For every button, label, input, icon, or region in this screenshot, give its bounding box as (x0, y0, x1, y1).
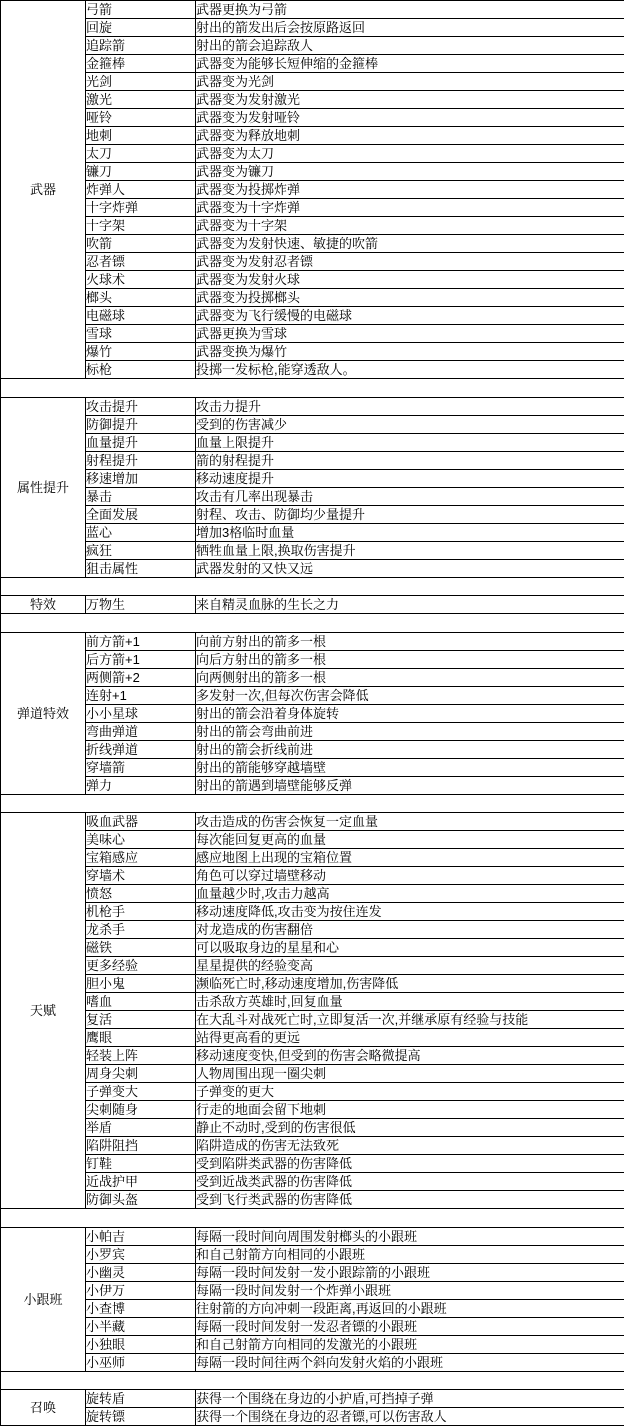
item-name-cell: 更多经验 (86, 957, 196, 975)
section-spacer (0, 1372, 624, 1390)
item-desc-cell: 行走的地面会留下地刺 (196, 1101, 624, 1119)
item-desc-cell: 射出的箭会折线前进 (196, 740, 624, 758)
item-name-cell: 小巫师 (86, 1353, 196, 1371)
item-desc-cell: 射程、攻击、防御均少量提升 (196, 505, 624, 523)
table-row (1, 1119, 624, 1137)
table-row (1, 325, 624, 343)
item-desc-cell: 每隔一段时间向周围发射榔头的小跟班 (196, 1227, 624, 1245)
item-desc-cell: 武器变为十字架 (196, 217, 624, 235)
item-name-cell: 小幽灵 (86, 1263, 196, 1281)
table-row (1, 343, 624, 361)
table-row (1, 722, 624, 740)
item-desc-cell: 移动速度提升 (196, 469, 624, 487)
item-name-cell: 两侧箭+2 (86, 668, 196, 686)
table-row (1, 559, 624, 577)
item-name-cell: 小罗宾 (86, 1245, 196, 1263)
item-name-cell: 吸血武器 (86, 813, 196, 831)
table-row (1, 415, 624, 433)
item-desc-cell: 武器变为发射忍者镖 (196, 253, 624, 271)
item-name-cell: 小独眼 (86, 1335, 196, 1353)
item-name-cell: 万物生 (86, 596, 196, 614)
item-name-cell: 磁铁 (86, 939, 196, 957)
section-table (0, 397, 624, 578)
table-row (1, 975, 624, 993)
item-name-cell: 防御提升 (86, 415, 196, 433)
table-row (1, 1, 624, 19)
item-name-cell: 吹箭 (86, 235, 196, 253)
item-desc-cell: 击杀敌方英雄时,回复血量 (196, 993, 624, 1011)
category-cell: 小跟班 (1, 1227, 86, 1371)
item-name-cell: 前方箭+1 (86, 632, 196, 650)
item-name-cell: 陷阱阻挡 (86, 1137, 196, 1155)
table-row (1, 163, 624, 181)
item-name-cell: 激光 (86, 91, 196, 109)
category-cell: 弹道特效 (1, 632, 86, 794)
item-desc-cell: 人物周围出现一圈尖刺 (196, 1065, 624, 1083)
table-row (1, 596, 624, 614)
item-name-cell: 弯曲弹道 (86, 722, 196, 740)
item-name-cell: 电磁球 (86, 307, 196, 325)
table-row (1, 686, 624, 704)
table-row (1, 541, 624, 559)
item-desc-cell: 射出的箭会追踪敌人 (196, 37, 624, 55)
table-row (1, 903, 624, 921)
item-desc-cell: 武器更换为雪球 (196, 325, 624, 343)
item-desc-cell: 对龙造成的伤害翻倍 (196, 921, 624, 939)
table-row (1, 469, 624, 487)
item-name-cell: 雪球 (86, 325, 196, 343)
item-desc-cell: 陷阱造成的伤害无法致死 (196, 1137, 624, 1155)
item-name-cell: 小帕吉 (86, 1227, 196, 1245)
item-desc-cell: 获得一个围绕在身边的小护盾,可挡掉子弹 (196, 1390, 624, 1408)
item-desc-cell: 血量越少时,攻击力越高 (196, 885, 624, 903)
item-desc-cell: 受到近战类武器的伤害降低 (196, 1173, 624, 1191)
item-name-cell: 穿墙箭 (86, 758, 196, 776)
item-name-cell: 全面发展 (86, 505, 196, 523)
table-row (1, 1065, 624, 1083)
item-name-cell: 暴击 (86, 487, 196, 505)
table-row (1, 1390, 624, 1408)
item-desc-cell: 多发射一次,但每次伤害会降低 (196, 686, 624, 704)
table-row (1, 289, 624, 307)
item-name-cell: 炸弹人 (86, 181, 196, 199)
item-desc-cell: 站得更高看的更远 (196, 1029, 624, 1047)
category-cell: 召唤 (1, 1390, 86, 1426)
section-spacer (0, 614, 624, 632)
item-desc-cell: 角色可以穿过墙壁移动 (196, 867, 624, 885)
item-desc-cell: 和自己射箭方向相同的小跟班 (196, 1245, 624, 1263)
item-desc-cell: 箭的射程提升 (196, 451, 624, 469)
item-desc-cell: 攻击造成的伤害会恢复一定血量 (196, 813, 624, 831)
item-name-cell: 狙击属性 (86, 559, 196, 577)
table-row (1, 704, 624, 722)
item-desc-cell: 武器变为镰刀 (196, 163, 624, 181)
table-row (1, 433, 624, 451)
item-name-cell: 龙杀手 (86, 921, 196, 939)
item-desc-cell: 武器变为十字炸弹 (196, 199, 624, 217)
table-row (1, 199, 624, 217)
item-name-cell: 疯狂 (86, 541, 196, 559)
section-spacer (0, 795, 624, 813)
table-row (1, 740, 624, 758)
table-row (1, 19, 624, 37)
table-row (1, 668, 624, 686)
item-name-cell: 折线弹道 (86, 740, 196, 758)
table-row (1, 849, 624, 867)
section-table (0, 0, 624, 379)
item-desc-cell: 攻击有几率出现暴击 (196, 487, 624, 505)
item-desc-cell: 受到的伤害减少 (196, 415, 624, 433)
item-name-cell: 火球术 (86, 271, 196, 289)
table-row (1, 1047, 624, 1065)
category-cell: 特效 (1, 596, 86, 614)
item-desc-cell: 受到飞行类武器的伤害降低 (196, 1191, 624, 1209)
table-row (1, 921, 624, 939)
item-desc-cell: 向后方射出的箭多一根 (196, 650, 624, 668)
item-desc-cell: 向两侧射出的箭多一根 (196, 668, 624, 686)
item-name-cell: 光剑 (86, 73, 196, 91)
item-desc-cell: 武器变为投掷炸弹 (196, 181, 624, 199)
item-name-cell: 近战护甲 (86, 1173, 196, 1191)
item-desc-cell: 移动速度变快,但受到的伤害会略微提高 (196, 1047, 624, 1065)
section-table (0, 595, 624, 614)
item-name-cell: 弹力 (86, 776, 196, 794)
table-row (1, 813, 624, 831)
table-row (1, 217, 624, 235)
category-cell: 天赋 (1, 813, 86, 1209)
table-row (1, 397, 624, 415)
table-row (1, 73, 624, 91)
item-desc-cell: 每隔一段时间发射一发忍者镖的小跟班 (196, 1317, 624, 1335)
table-row (1, 505, 624, 523)
table-row (1, 145, 624, 163)
table-row (1, 1011, 624, 1029)
item-desc-cell: 武器变为能够长短伸缩的金箍棒 (196, 55, 624, 73)
table-row (1, 235, 624, 253)
item-desc-cell: 感应地图上出现的宝箱位置 (196, 849, 624, 867)
item-desc-cell: 武器变为发射激光 (196, 91, 624, 109)
table-row (1, 1227, 624, 1245)
item-desc-cell: 移动速度降低,攻击变为按住连发 (196, 903, 624, 921)
item-name-cell: 子弹变大 (86, 1083, 196, 1101)
item-desc-cell: 子弹变的更大 (196, 1083, 624, 1101)
table-row (1, 1137, 624, 1155)
item-name-cell: 连射+1 (86, 686, 196, 704)
table-row (1, 1173, 624, 1191)
table-row (1, 127, 624, 145)
item-name-cell: 嗜血 (86, 993, 196, 1011)
item-desc-cell: 武器变为太刀 (196, 145, 624, 163)
table-row (1, 451, 624, 469)
item-name-cell: 轻装上阵 (86, 1047, 196, 1065)
section-table (0, 1227, 624, 1372)
category-cell: 属性提升 (1, 397, 86, 577)
item-desc-cell: 武器更换为弓箭 (196, 1, 624, 19)
item-desc-cell: 每隔一段时间发射一个炸弹小跟班 (196, 1281, 624, 1299)
table-row (1, 1335, 624, 1353)
item-name-cell: 射程提升 (86, 451, 196, 469)
item-desc-cell: 武器变为发射哑铃 (196, 109, 624, 127)
item-desc-cell: 获得一个围绕在身边的忍者镖,可以伤害敌人 (196, 1408, 624, 1426)
table-row (1, 867, 624, 885)
item-desc-cell: 武器变为发射火球 (196, 271, 624, 289)
item-desc-cell: 武器变为投掷榔头 (196, 289, 624, 307)
table-row (1, 1245, 624, 1263)
item-name-cell: 标枪 (86, 361, 196, 379)
item-desc-cell: 牺牲血量上限,换取伤害提升 (196, 541, 624, 559)
table-row (1, 885, 624, 903)
item-desc-cell: 射出的箭发出后会按原路返回 (196, 19, 624, 37)
item-name-cell: 防御头盔 (86, 1191, 196, 1209)
section-spacer (0, 578, 624, 596)
item-name-cell: 回旋 (86, 19, 196, 37)
item-desc-cell: 射出的箭会沿着身体旋转 (196, 704, 624, 722)
item-name-cell: 旋转镖 (86, 1408, 196, 1426)
section-table (0, 812, 624, 1209)
table-row (1, 650, 624, 668)
item-desc-cell: 武器变为光剑 (196, 73, 624, 91)
item-desc-cell: 射出的箭能够穿越墙壁 (196, 758, 624, 776)
table-row (1, 1083, 624, 1101)
item-name-cell: 榔头 (86, 289, 196, 307)
item-name-cell: 弓箭 (86, 1, 196, 19)
item-name-cell: 钉鞋 (86, 1155, 196, 1173)
item-name-cell: 旋转盾 (86, 1390, 196, 1408)
item-desc-cell: 武器变为释放地刺 (196, 127, 624, 145)
table-row (1, 1263, 624, 1281)
table-row (1, 91, 624, 109)
table-row (1, 939, 624, 957)
table-row (1, 1155, 624, 1173)
section-table (0, 1389, 624, 1426)
item-name-cell: 复活 (86, 1011, 196, 1029)
item-name-cell: 忍者镖 (86, 253, 196, 271)
table-row (1, 1317, 624, 1335)
item-desc-cell: 可以吸取身边的星星和心 (196, 939, 624, 957)
table-row (1, 253, 624, 271)
table-row (1, 1281, 624, 1299)
table-row (1, 307, 624, 325)
table-row (1, 776, 624, 794)
item-name-cell: 举盾 (86, 1119, 196, 1137)
item-name-cell: 尖刺随身 (86, 1101, 196, 1119)
table-row (1, 1353, 624, 1371)
item-name-cell: 追踪箭 (86, 37, 196, 55)
item-desc-cell: 在大乱斗对战死亡时,立即复活一次,并继承原有经验与技能 (196, 1011, 624, 1029)
item-desc-cell: 武器变为飞行缓慢的电磁球 (196, 307, 624, 325)
item-desc-cell: 射出的箭会弯曲前进 (196, 722, 624, 740)
table-row (1, 957, 624, 975)
item-name-cell: 攻击提升 (86, 397, 196, 415)
item-desc-cell: 向前方射出的箭多一根 (196, 632, 624, 650)
item-name-cell: 十字炸弹 (86, 199, 196, 217)
item-name-cell: 小查博 (86, 1299, 196, 1317)
item-name-cell: 移速增加 (86, 469, 196, 487)
section-spacer (0, 1209, 624, 1227)
table-row (1, 1408, 624, 1426)
item-name-cell: 鹰眼 (86, 1029, 196, 1047)
item-name-cell: 美味心 (86, 831, 196, 849)
item-name-cell: 血量提升 (86, 433, 196, 451)
table-row (1, 523, 624, 541)
item-desc-cell: 攻击力提升 (196, 397, 624, 415)
item-desc-cell: 武器变为发射快速、敏捷的吹箭 (196, 235, 624, 253)
item-name-cell: 金箍棒 (86, 55, 196, 73)
item-desc-cell: 血量上限提升 (196, 433, 624, 451)
item-desc-cell: 每隔一段时间往两个斜向发射火焰的小跟班 (196, 1353, 624, 1371)
item-desc-cell: 每隔一段时间发射一发小跟踪箭的小跟班 (196, 1263, 624, 1281)
table-row (1, 37, 624, 55)
item-desc-cell: 受到陷阱类武器的伤害降低 (196, 1155, 624, 1173)
item-desc-cell: 往射箭的方向冲刺一段距离,再返回的小跟班 (196, 1299, 624, 1317)
table-row (1, 1101, 624, 1119)
item-name-cell: 蓝心 (86, 523, 196, 541)
section-table (0, 632, 624, 795)
item-name-cell: 后方箭+1 (86, 650, 196, 668)
table-row (1, 993, 624, 1011)
category-cell: 武器 (1, 1, 86, 379)
item-desc-cell: 投掷一发标枪,能穿透敌人。 (196, 361, 624, 379)
item-desc-cell: 濒临死亡时,移动速度增加,伤害降低 (196, 975, 624, 993)
item-desc-cell: 武器变换为爆竹 (196, 343, 624, 361)
item-desc-cell: 增加3格临时血量 (196, 523, 624, 541)
item-desc-cell: 静止不动时,受到的伤害很低 (196, 1119, 624, 1137)
item-desc-cell: 和自己射箭方向相同的发激光的小跟班 (196, 1335, 624, 1353)
item-name-cell: 机枪手 (86, 903, 196, 921)
table-row (1, 1029, 624, 1047)
table-row (1, 181, 624, 199)
item-desc-cell: 来自精灵血脉的生长之力 (196, 596, 624, 614)
item-name-cell: 周身尖刺 (86, 1065, 196, 1083)
item-name-cell: 小半藏 (86, 1317, 196, 1335)
item-desc-cell: 星星提供的经验变高 (196, 957, 624, 975)
item-desc-cell: 武器发射的又快又远 (196, 559, 624, 577)
table-row (1, 361, 624, 379)
item-name-cell: 胆小鬼 (86, 975, 196, 993)
table-row (1, 1299, 624, 1317)
item-name-cell: 爆竹 (86, 343, 196, 361)
table-row (1, 758, 624, 776)
table-row (1, 109, 624, 127)
table-row (1, 487, 624, 505)
item-name-cell: 哑铃 (86, 109, 196, 127)
table-row (1, 1191, 624, 1209)
item-desc-cell: 每次能回复更高的血量 (196, 831, 624, 849)
table-row (1, 271, 624, 289)
item-desc-cell: 射出的箭遇到墙壁能够反弹 (196, 776, 624, 794)
section-spacer (0, 379, 624, 397)
table-row (1, 55, 624, 73)
item-name-cell: 小小星球 (86, 704, 196, 722)
table-row (1, 831, 624, 849)
item-name-cell: 镰刀 (86, 163, 196, 181)
item-name-cell: 十字架 (86, 217, 196, 235)
item-name-cell: 愤怒 (86, 885, 196, 903)
item-name-cell: 地刺 (86, 127, 196, 145)
item-name-cell: 穿墙术 (86, 867, 196, 885)
item-name-cell: 小伊万 (86, 1281, 196, 1299)
item-name-cell: 太刀 (86, 145, 196, 163)
item-name-cell: 宝箱感应 (86, 849, 196, 867)
table-row (1, 632, 624, 650)
